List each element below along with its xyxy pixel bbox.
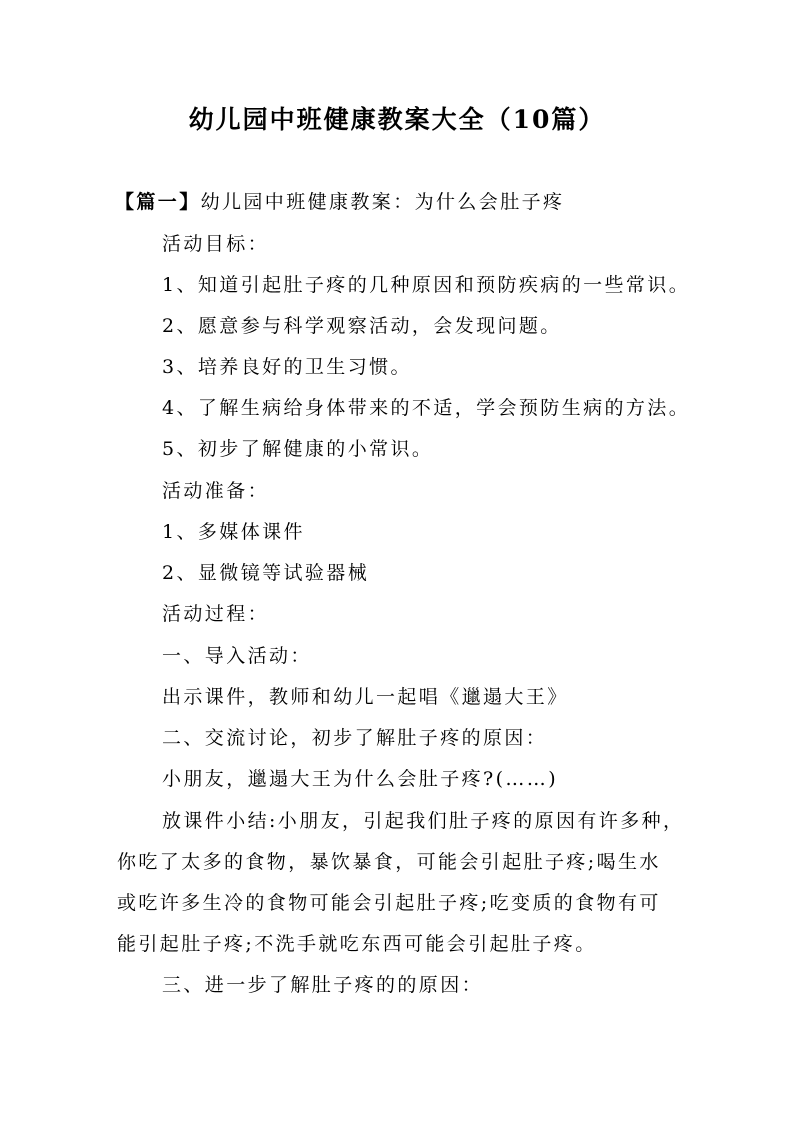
section-header [115,190,564,214]
document-title: 幼儿园中班健康教案大全（10篇） [188,105,606,134]
process-text: 出示课件，教师和幼儿一起唱《邋遢大王》 [162,686,569,708]
heading-activity-preparation: 活动准备： [162,480,270,502]
summary-paragraph-line: 你吃了太多的食物，暴饮暴食，可能会引起肚子疼;喝生水 [117,851,661,873]
goal-item-5: 5、初步了解健康的小常识。 [162,438,434,460]
section-label: 【篇一】 [115,191,201,213]
preparation-item-1: 1、多媒体课件 [162,521,305,543]
section-title: 幼儿园中班健康教案：为什么会肚子疼 [200,191,565,213]
goal-item-3: 3、培养良好的卫生习惯。 [162,356,412,378]
process-step-3: 三、进一步了解肚子疼的的原因： [162,974,484,996]
summary-paragraph-first-line: 放课件小结:小朋友，引起我们肚子疼的原因有许多种， [162,810,685,832]
goal-item-2: 2、愿意参与科学观察活动，会发现问题。 [162,315,562,337]
heading-activity-goals: 活动目标： [162,233,270,255]
heading-activity-process: 活动过程： [162,603,270,625]
goal-item-4: 4、了解生病给身体带来的不适，学会预防生病的方法。 [162,397,691,419]
goal-item-1: 1、知道引起肚子疼的几种原因和预防疾病的一些常识。 [162,274,691,296]
process-question: 小朋友，邋遢大王为什么会肚子疼?(……) [162,768,559,790]
summary-paragraph-line: 或吃许多生冷的食物可能会引起肚子疼;吃变质的食物有可 [117,892,661,914]
preparation-item-2: 2、显微镜等试验器械 [162,562,370,584]
process-step-2: 二、交流讨论，初步了解肚子疼的原因： [162,727,548,749]
summary-paragraph-line: 能引起肚子疼;不洗手就吃东西可能会引起肚子疼。 [117,933,597,955]
process-step-1: 一、导入活动： [162,645,312,667]
